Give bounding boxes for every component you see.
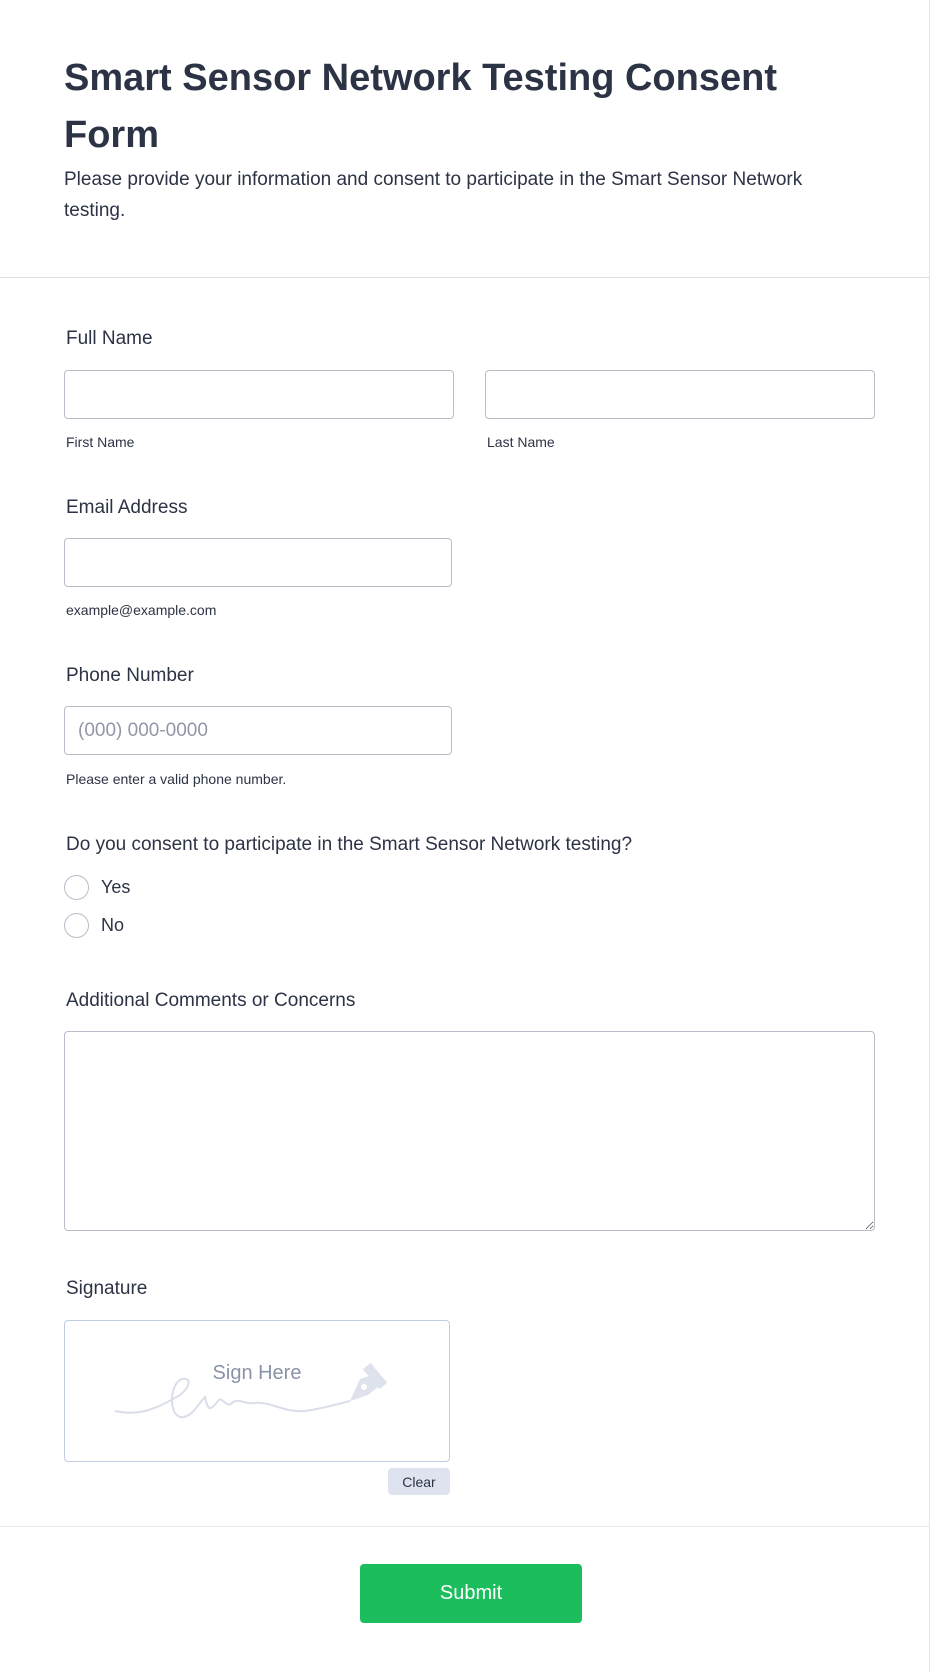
first-name-sublabel: First Name — [66, 434, 135, 450]
phone-label: Phone Number — [66, 665, 194, 686]
signature-label: Signature — [66, 1278, 148, 1299]
header-divider — [0, 277, 930, 278]
full-name-label: Full Name — [66, 328, 153, 349]
email-input[interactable] — [64, 538, 452, 587]
phone-input[interactable] — [64, 706, 452, 755]
submit-button[interactable]: Submit — [360, 1564, 582, 1623]
signature-pen-icon — [110, 1361, 410, 1431]
phone-sublabel: Please enter a valid phone number. — [66, 771, 287, 787]
last-name-input[interactable] — [485, 370, 875, 419]
email-sublabel: example@example.com — [66, 602, 217, 618]
email-label: Email Address — [66, 497, 188, 518]
consent-no-label[interactable]: No — [101, 915, 125, 935]
comments-label: Additional Comments or Concerns — [66, 990, 356, 1011]
consent-yes-radio[interactable] — [64, 875, 89, 900]
sign-here-placeholder: Sign Here — [212, 1362, 302, 1384]
consent-yes-label[interactable]: Yes — [101, 877, 131, 897]
form-title: Smart Sensor Network Testing Consent Form — [64, 57, 777, 156]
consent-no-radio[interactable] — [64, 913, 89, 938]
form-description: Please provide your information and consent to participate in the Smart Sensor Network testing. — [64, 169, 803, 221]
clear-signature-button[interactable]: Clear — [388, 1468, 450, 1495]
signature-pad[interactable] — [64, 1320, 450, 1462]
consent-question: Do you consent to participate in the Smart Sensor Network testing? — [66, 834, 633, 855]
footer-divider — [0, 1526, 930, 1527]
comments-textarea[interactable] — [64, 1031, 875, 1231]
first-name-input[interactable] — [64, 370, 454, 419]
last-name-sublabel: Last Name — [487, 434, 555, 450]
